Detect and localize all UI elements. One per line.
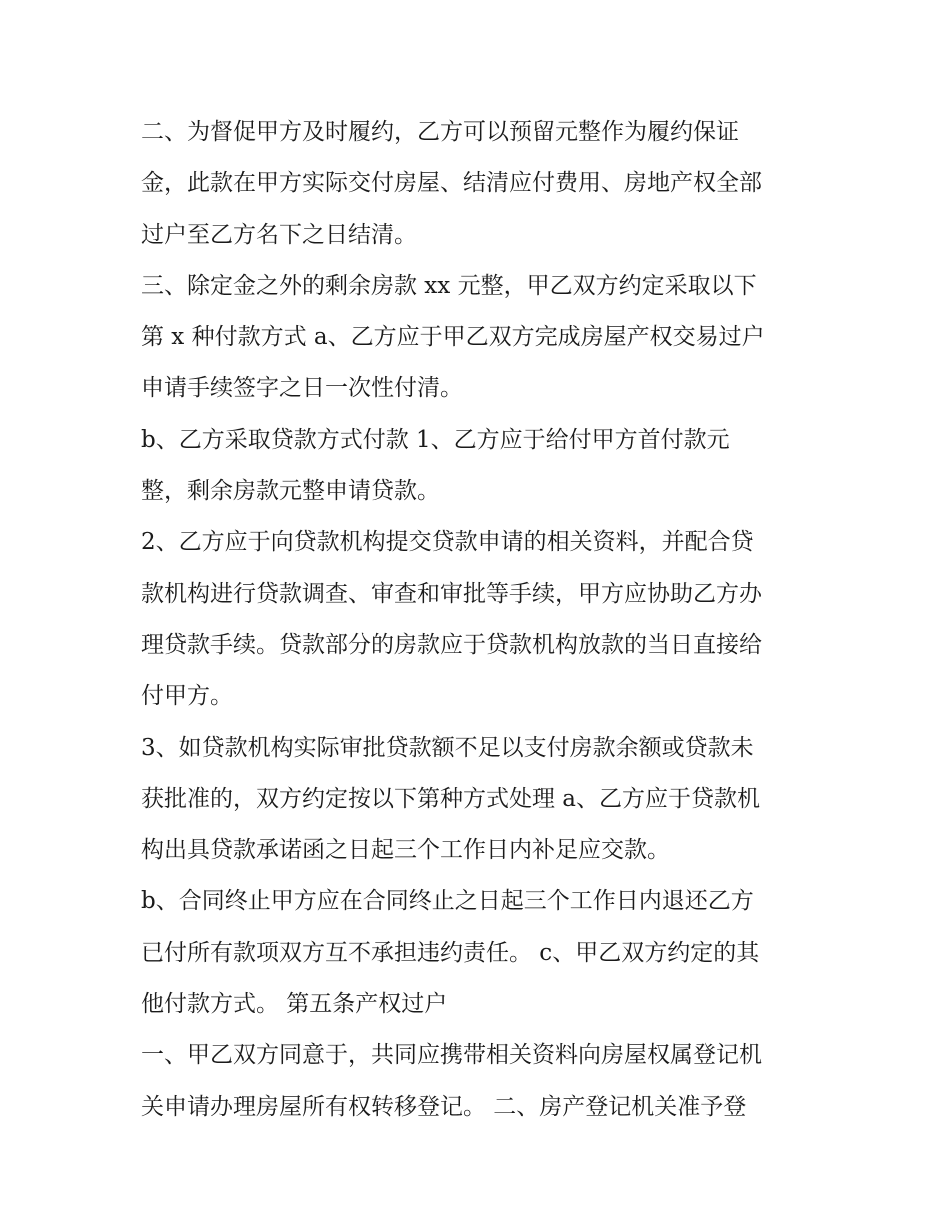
text-line: 过户至乙方名下之日结清。 bbox=[141, 221, 417, 248]
document-body bbox=[141, 107, 821, 1133]
text-line: 获批准的，双方约定按以下第种方式处理 a、乙方应于贷款机 bbox=[141, 785, 761, 812]
text-line: 已付所有款项双方互不承担违约责任。 c、甲乙双方约定的其 bbox=[141, 939, 760, 966]
text-line: 一、甲乙双方同意于，共同应携带相关资料向房屋权属登记机 bbox=[141, 1042, 762, 1069]
text-line: 金，此款在甲方实际交付房屋、结清应付费用、房地产权全部 bbox=[141, 170, 762, 197]
text-line: 他付款方式。 第五条产权过户 bbox=[141, 991, 448, 1018]
text-line: 二、为督促甲方及时履约，乙方可以预留元整作为履约保证 bbox=[141, 119, 739, 145]
text-line: 三、除定金之外的剩余房款 xx 元整，甲乙双方约定采取以下 bbox=[141, 272, 757, 299]
text-line: 付甲方。 bbox=[141, 683, 233, 710]
text-line: 第 x 种付款方式 a、乙方应于甲乙双方完成房屋产权交易过户 bbox=[141, 324, 765, 351]
text-line: 理贷款手续。贷款部分的房款应于贷款机构放款的当日直接给 bbox=[141, 631, 762, 658]
text-line: 关申请办理房屋所有权转移登记。 二、房产登记机关准予登 bbox=[141, 1093, 747, 1120]
text-line: 款机构进行贷款调查、审查和审批等手续，甲方应协助乙方办 bbox=[141, 580, 762, 607]
text-line: b、合同终止甲方应在合同终止之日起三个工作日内退还乙方 bbox=[141, 888, 754, 915]
text-line: 构出具贷款承诺函之日起三个工作日内补足应交款。 bbox=[141, 837, 670, 864]
text-line: 申请手续签字之日一次性付清。 bbox=[141, 375, 463, 402]
text-line: 2、乙方应于向贷款机构提交贷款申请的相关资料，并配合贷 bbox=[141, 529, 754, 556]
text-line: 整，剩余房款元整申请贷款。 bbox=[141, 478, 440, 505]
text-line: 3、如贷款机构实际审批贷款额不足以支付房款余额或贷款未 bbox=[141, 734, 754, 761]
text-line: b、乙方采取贷款方式付款 1、乙方应于给付甲方首付款元 bbox=[141, 426, 730, 453]
